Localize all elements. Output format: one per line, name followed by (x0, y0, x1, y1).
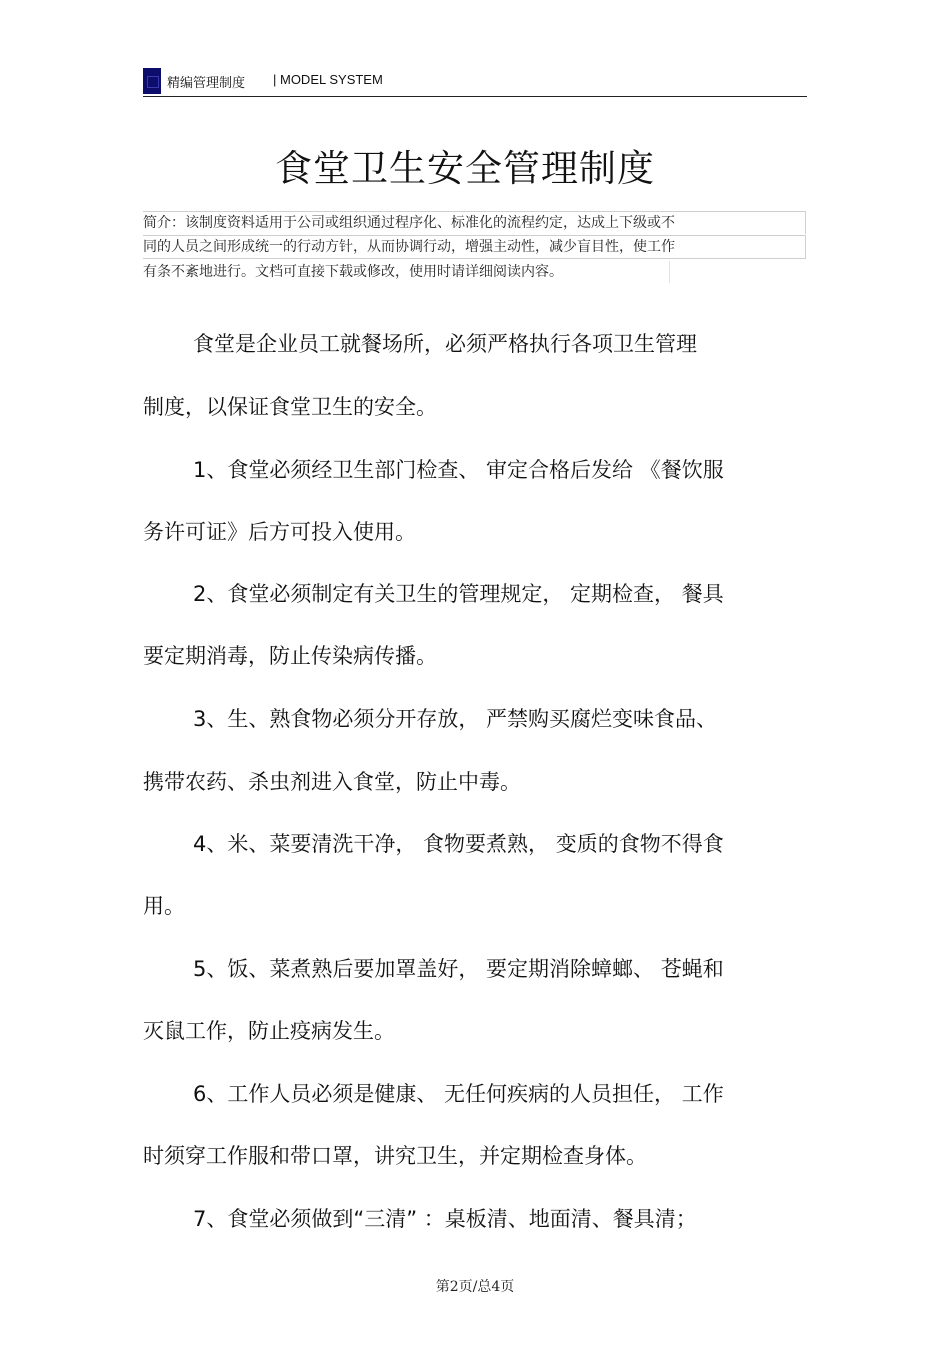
body-line: 务许可证》后方可投入使用。 (143, 520, 416, 544)
body-line: 7、食堂必须做到“三清” ：桌板清、地面清、餐具清； (193, 1207, 697, 1231)
document-title: 食堂卫生安全管理制度 (275, 147, 655, 190)
body-line: 2、食堂必须制定有关卫生的管理规定， 定期检查， 餐具 (193, 582, 724, 606)
body-line: 制度，以保证食堂卫生的安全。 (143, 395, 437, 419)
body-line: 用。 (143, 894, 185, 918)
body-line: 4、米、菜要清洗干净， 食物要煮熟， 变质的食物不得食 (193, 832, 724, 856)
intro-line-2: 同的人员之间形成统一的行动方针，从而协调行动，增强主动性，减少盲目性，使工作 (143, 235, 806, 259)
logo-icon (143, 68, 161, 94)
body-line: 携带农药、杀虫剂进入食堂，防止中毒。 (143, 770, 521, 794)
body-line: 3、生、熟食物必须分开存放， 严禁购买腐烂变味食品、 (193, 707, 718, 731)
page-number: 第2页/总4页 (435, 1279, 515, 1295)
intro-box (143, 211, 807, 283)
body-line: 灭鼠工作，防止疫病发生。 (143, 1019, 395, 1043)
page-header (143, 66, 807, 97)
body-line: 时须穿工作服和带口罩，讲究卫生，并定期检查身体。 (143, 1144, 647, 1168)
body-line: 要定期消毒，防止传染病传播。 (143, 644, 437, 668)
header-brand: 精编管理制度 (167, 76, 246, 91)
body-line: 1、食堂必须经卫生部门检查、 审定合格后发给 《餐饮服 (193, 458, 724, 482)
intro-line-3: 有条不紊地进行。文档可直接下载或修改，使用时请详细阅读内容。 (143, 261, 670, 283)
header-brand-en: | MODEL SYSTEM (273, 72, 383, 87)
body-line: 6、工作人员必须是健康、 无任何疾病的人员担任， 工作 (193, 1082, 724, 1106)
intro-line-1: 简介：该制度资料适用于公司或组织通过程序化、标准化的流程约定，达成上下级或不 (143, 211, 806, 234)
body-line: 5、饭、菜煮熟后要加罩盖好， 要定期消除蟑螂、 苍蝇和 (193, 957, 724, 981)
body-line: 食堂是企业员工就餐场所，必须严格执行各项卫生管理 (193, 332, 697, 356)
